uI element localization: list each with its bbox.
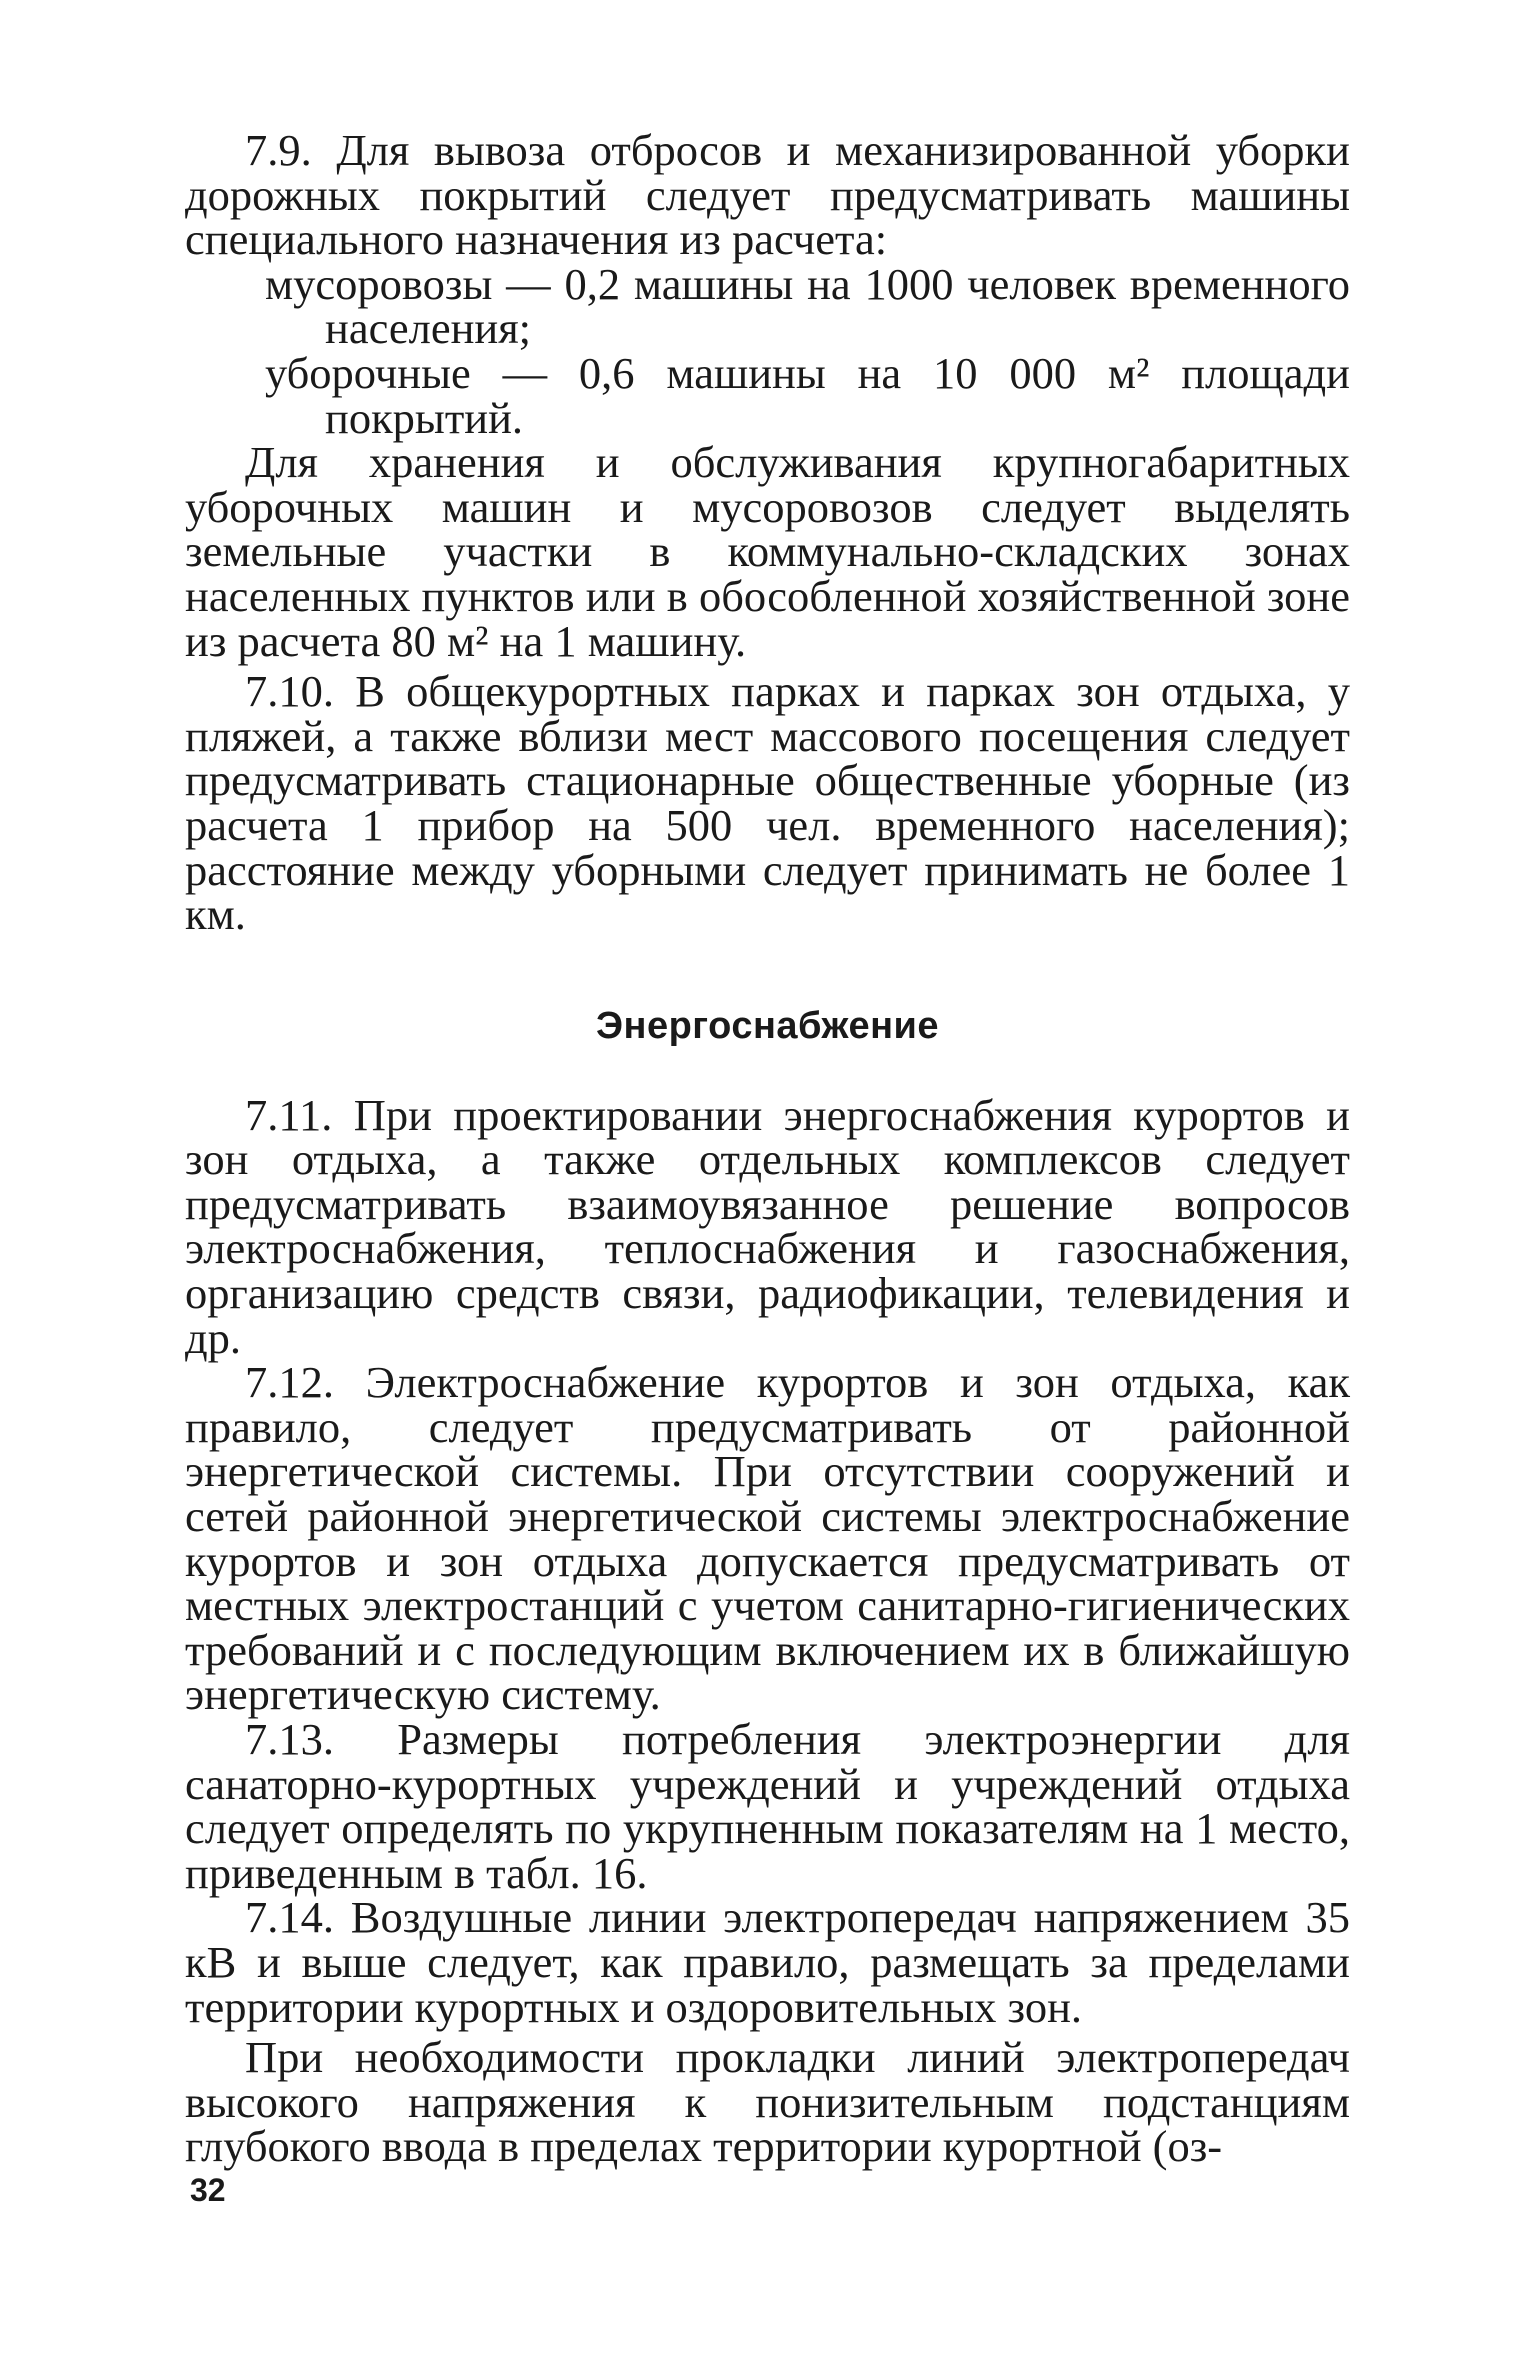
- clause-7-14: 7.14. Воздушные линии электропередач напряжением 35 кВ и выше следует, как правило, размещать за пределами территории курортных и оздоровительных зон.: [185, 1892, 1350, 2032]
- clause-7-9-item-sweepers: уборочные — 0,6 машины на 10 000 м² площади покрытий.: [265, 347, 1350, 443]
- document-page: [185, 125, 1350, 2248]
- clause-7-13: 7.13. Размеры потребления электроэнергии для санаторно-курортных учреждений и учреждений отдыха следует определять по укрупненным показателям на 1 место, приведенным в табл. 16.: [185, 1714, 1350, 1898]
- page-number: 32: [190, 2172, 226, 2208]
- clause-7-9-item-garbage-trucks: мусоровозы — 0,2 машины на 1000 человек временного населения;: [265, 258, 1350, 354]
- clause-7-9-intro: 7.9. Для вывоза отбросов и механизированной уборки дорожных покрытий следует предусматривать машины специального назначения из расчета:: [185, 125, 1350, 265]
- clause-7-12: 7.12. Электроснабжение курортов и зон отдыха, как правило, следует предусматривать от районной энергетической системы. При отсутствии сооружений и сетей районной энергетической системы электроснабжение курортов и зон отдыха допускается предусматривать от местных электростанций с учетом санитарно-гигиенических требований и с последующим включением их в ближайшую энергетическую систему.: [185, 1357, 1350, 1720]
- section-heading-energy-supply: Энергоснабжение: [595, 1004, 940, 1047]
- clause-7-10: 7.10. В общекурортных парках и парках зон отдыха, у пляжей, а также вблизи мест массового посещения следует предусматривать стационарные общественные уборные (из расчета 1 прибор на 500 чел. временного населения); расстояние между уборными следует принимать не более 1 км.: [185, 666, 1350, 940]
- clause-7-9-paragraph-2: Для хранения и обслуживания крупногабаритных уборочных машин и мусоровозов следует выделять земельные участки в коммунально-складских зонах населенных пунктов или в обособленной хозяйственной зоне из расчета 80 м² на 1 машину.: [185, 437, 1350, 666]
- clause-7-14-paragraph-2: При необходимости прокладки линий электропередач высокого напряжения к понизительным подстанциям глубокого ввода в пределах территории курортной (оз-: [185, 2032, 1350, 2172]
- clause-7-11: 7.11. При проектировании энергоснабжения курортов и зон отдыха, а также отдельных комплексов следует предусматривать взаимоувязанное решение вопросов электроснабжения, теплоснабжения и газоснабжения, организацию средств связи, радиофикации, телевидения и др.: [185, 1089, 1350, 1363]
